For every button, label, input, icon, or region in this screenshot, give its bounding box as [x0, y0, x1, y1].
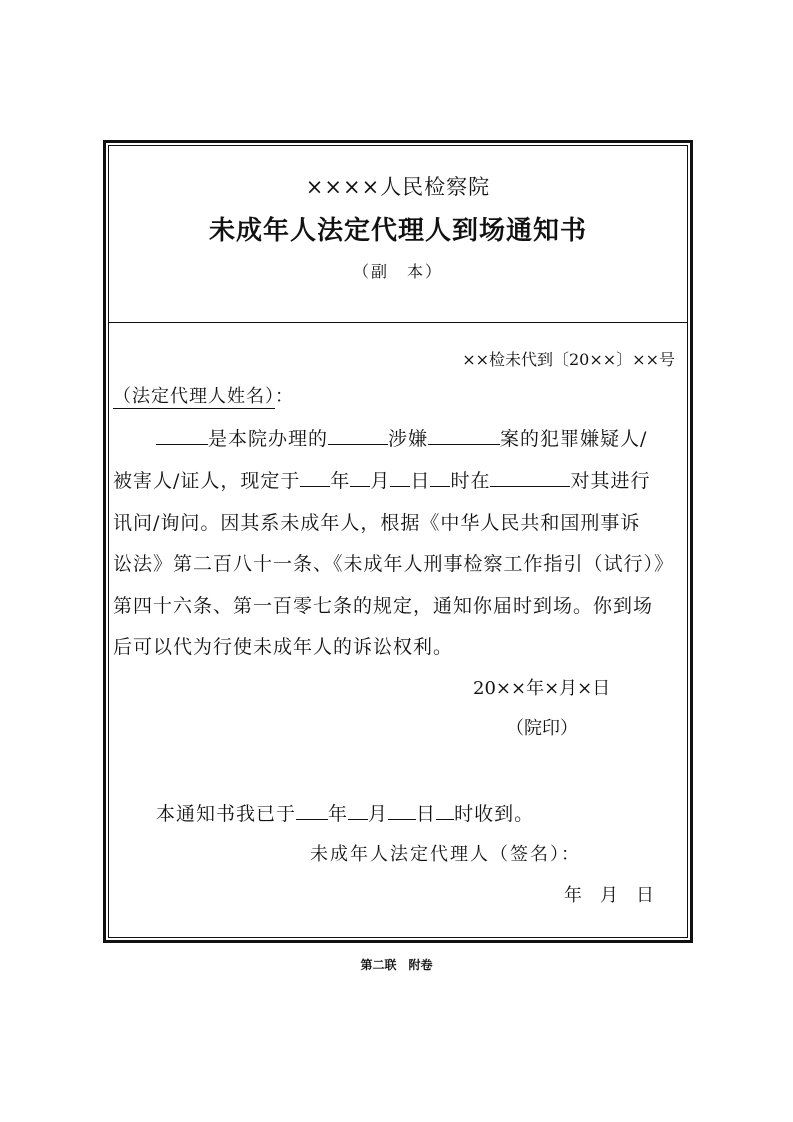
signature-label: 未成年人法定代理人（签名）： — [310, 844, 581, 865]
blank-juvenile-name — [156, 426, 208, 445]
receipt-text: 日 — [416, 803, 437, 825]
body-text: 时在 — [450, 470, 491, 492]
court-seal-label: （院印） — [506, 718, 578, 739]
document-number: ××检未代到〔20××〕××号 — [462, 350, 675, 369]
blank-location — [490, 468, 570, 487]
body-text: 案的犯罪嫌疑人/ — [500, 428, 648, 450]
receipt-line — [156, 799, 534, 826]
copy-label: （副 本） — [352, 262, 443, 281]
copy-footer: 第二联 附卷 — [360, 958, 433, 972]
blank-receipt-year — [296, 801, 328, 820]
blank-receipt-hour — [436, 801, 454, 820]
blank-hour — [430, 468, 450, 487]
blank-case-handler — [328, 426, 388, 445]
header-divider — [108, 322, 688, 323]
body-line-5: 第四十六条、第一百零七条的规定，通知你届时到场。你到场 — [113, 595, 654, 617]
receipt-text: 年 — [328, 803, 349, 825]
blank-day — [390, 468, 410, 487]
body-line-2 — [113, 466, 650, 493]
receipt-text: 月 — [368, 803, 389, 825]
body-text: 涉嫌 — [388, 428, 429, 450]
signature-date: 年 月 日 — [564, 885, 654, 906]
blank-charge — [428, 426, 500, 445]
issue-date: 20××年×月×日 — [473, 678, 611, 699]
body-text: 日 — [410, 470, 431, 492]
body-line-3: 讯问/询问。因其系未成年人，根据《中华人民共和国刑事诉 — [113, 512, 641, 534]
body-text: 年 — [330, 470, 351, 492]
body-text: 对其进行 — [570, 470, 651, 492]
receipt-text: 时收到。 — [454, 803, 535, 825]
blank-month — [350, 468, 370, 487]
body-line-4: 讼法》第二百八十一条、《未成年人刑事检察工作指引（试行）》 — [113, 553, 675, 575]
blank-year — [300, 468, 330, 487]
receipt-text: 本通知书我已于 — [156, 803, 297, 825]
body-text: 是本院办理的 — [208, 428, 329, 450]
body-text: 被害人/证人，现定于 — [113, 470, 301, 492]
body-line-6: 后可以代为行使未成年人的诉讼权利。 — [113, 636, 454, 658]
body-text: 月 — [370, 470, 391, 492]
body-line-1 — [156, 424, 647, 451]
document-title: 未成年人法定代理人到场通知书 — [208, 216, 587, 246]
procuratorate-name: ××××人民检察院 — [305, 175, 491, 199]
addressee-line — [113, 382, 294, 408]
blank-receipt-month — [348, 801, 368, 820]
blank-receipt-day — [388, 801, 416, 820]
addressee-name: （法定代理人姓名） — [113, 386, 275, 407]
addressee-colon: ： — [275, 386, 294, 407]
